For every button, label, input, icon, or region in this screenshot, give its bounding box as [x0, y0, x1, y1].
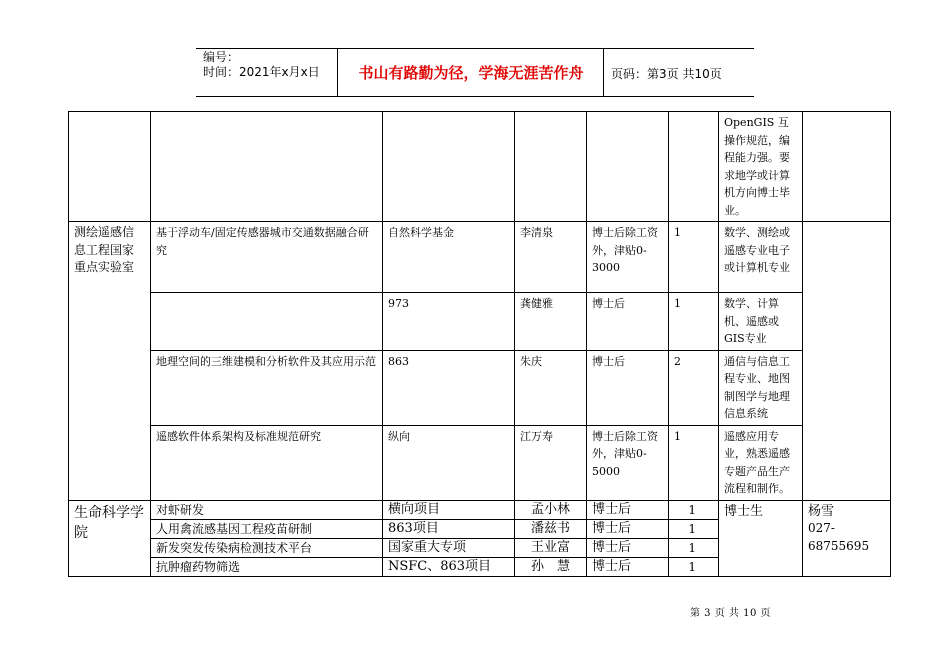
list-item: 潘兹书 [515, 520, 586, 539]
header-divider-1 [337, 48, 338, 96]
project-cell [151, 112, 383, 222]
type-list [587, 500, 669, 576]
requirement-cell: 通信与信息工程专业、地图制图学与地理信息系统 [719, 350, 803, 425]
type-cell [587, 112, 669, 222]
table-row [69, 350, 891, 425]
list-item: 1 [688, 559, 696, 574]
project-cell: 地理空间的三维建模和分析软件及其应用示范 [151, 350, 383, 425]
list-item: NSFC、863项目 [388, 558, 492, 574]
list-item: 横向项目 [383, 501, 514, 520]
list-item: 新发突发传染病检测技术平台 [151, 539, 382, 558]
page-footer: 第 3 页 共 10 页 [690, 608, 771, 619]
list-item: 博士后 [587, 501, 668, 520]
header-bottom-rule [196, 96, 754, 97]
requirement-cell: 博士生 [719, 500, 803, 576]
list-item: 抗肿瘤药物筛选 [156, 559, 241, 574]
unit-cell: 生命科学学院 [69, 500, 151, 576]
header-page-number: 页码：第3页 共10页 [611, 67, 722, 81]
source-list [383, 500, 515, 576]
project-list [151, 500, 383, 576]
contact-cell [803, 500, 891, 576]
postdoc-table [68, 111, 891, 577]
list-item: 对虾研发 [151, 501, 382, 520]
table-row [69, 293, 891, 351]
list-item: 人用禽流感基因工程疫苗研制 [151, 520, 382, 539]
tutor-cell: 龚健雅 [515, 293, 587, 351]
requirement-cell: 数学、测绘或遥感专业电子或计算机专业 [719, 222, 803, 293]
project-cell [151, 293, 383, 351]
source-cell [383, 112, 515, 222]
count-cell: 1 [669, 425, 719, 500]
count-cell: 1 [669, 293, 719, 351]
header-info [203, 50, 320, 80]
tutor-cell: 朱庆 [515, 350, 587, 425]
count-cell: 2 [669, 350, 719, 425]
list-item: 孙 慧 [530, 558, 570, 574]
list-item: 博士后 [587, 520, 668, 539]
list-item: 博士后 [592, 558, 632, 574]
list-item: 国家重大专项 [383, 539, 514, 558]
unit-cell [69, 112, 151, 222]
table-row [69, 500, 891, 576]
type-cell: 博士后除工资外，津贴0-5000 [587, 425, 669, 500]
tutor-cell [515, 112, 587, 222]
count-list [669, 500, 719, 576]
contact-name: 杨雪 [808, 503, 835, 519]
type-cell: 博士后除工资外，津贴0-3000 [587, 222, 669, 293]
source-cell: 纵向 [383, 425, 515, 500]
list-item: 1 [669, 501, 718, 520]
header-divider-2 [603, 48, 604, 96]
source-cell: 863 [383, 350, 515, 425]
list-item: 1 [669, 520, 718, 539]
contact-phone: 027-68755695 [808, 521, 870, 553]
unit-cell: 测绘遥感信息工程国家重点实验室 [69, 222, 151, 501]
code-label: 编号： [203, 50, 240, 64]
type-cell: 博士后 [587, 293, 669, 351]
time-label: 时间：2021年x月x日 [203, 65, 320, 79]
count-cell [669, 112, 719, 222]
tutor-cell: 李清泉 [515, 222, 587, 293]
list-item: 1 [669, 539, 718, 558]
list-item: 王业富 [515, 539, 586, 558]
source-cell: 自然科学基金 [383, 222, 515, 293]
table-row [69, 112, 891, 222]
type-cell: 博士后 [587, 350, 669, 425]
tutor-list [515, 500, 587, 576]
list-item: 博士后 [587, 539, 668, 558]
requirement-cell: 遥感应用专业，熟悉遥感专题产品生产流程和制作。 [719, 425, 803, 500]
requirement-cell: OpenGIS 互操作规范，编程能力强。要求地学或计算机方向博士毕业。 [719, 112, 803, 222]
tutor-cell: 江万寿 [515, 425, 587, 500]
list-item: 863项目 [383, 520, 514, 539]
project-cell: 基于浮动车/固定传感器城市交通数据融合研究 [151, 222, 383, 293]
source-cell: 973 [383, 293, 515, 351]
list-item: 孟小林 [515, 501, 586, 520]
contact-cell [803, 222, 891, 501]
header-motto: 书山有路勤为径，学海无涯苦作舟 [358, 64, 584, 82]
contact-cell [803, 112, 891, 222]
project-cell: 遥感软件体系架构及标准规范研究 [151, 425, 383, 500]
count-cell: 1 [669, 222, 719, 293]
header-top-rule [196, 48, 754, 49]
requirement-cell: 数学、计算机、遥感或GIS专业 [719, 293, 803, 351]
table-row [69, 425, 891, 500]
table-row [69, 222, 891, 293]
